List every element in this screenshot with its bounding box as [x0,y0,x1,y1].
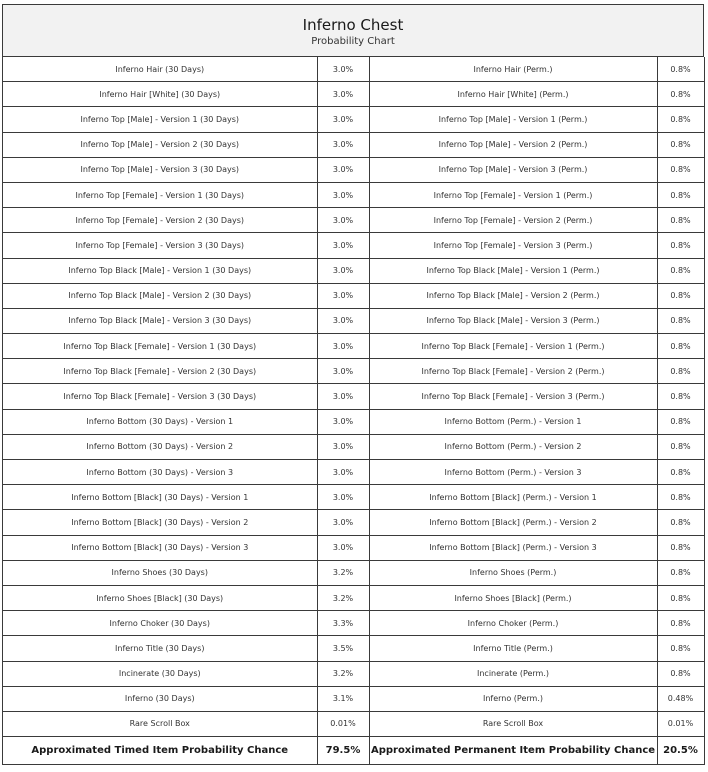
timed-item-chance: 3.0% [317,57,369,82]
timed-item-name: Inferno Top Black [Male] - Version 2 (30 Days) [3,283,317,308]
perm-item-chance: 0.8% [657,258,704,283]
timed-item-name: Inferno Shoes [Black] (30 Days) [3,585,317,610]
timed-item-name: Inferno Top Black [Female] - Version 1 (30 Days) [3,334,317,359]
perm-item-chance: 0.8% [657,485,704,510]
timed-item-chance: 3.0% [317,82,369,107]
table-row [3,460,704,485]
timed-item-chance: 3.0% [317,258,369,283]
perm-item-chance: 0.8% [657,157,704,182]
timed-item-chance: 3.0% [317,510,369,535]
perm-item-name: Inferno Top [Male] - Version 3 (Perm.) [369,157,657,182]
timed-item-chance: 3.0% [317,535,369,560]
perm-item-chance: 0.8% [657,636,704,661]
perm-item-chance: 0.8% [657,560,704,585]
perm-item-name: Inferno Bottom [Black] (Perm.) - Version 1 [369,485,657,510]
timed-item-name: Inferno Top [Female] - Version 3 (30 Days) [3,233,317,258]
timed-item-name: Inferno Top [Male] - Version 2 (30 Days) [3,132,317,157]
table-row [3,132,704,157]
table-row [3,334,704,359]
table-row [3,283,704,308]
perm-item-chance: 0.48% [657,686,704,711]
perm-item-name: Incinerate (Perm.) [369,661,657,686]
timed-item-name: Inferno Shoes (30 Days) [3,560,317,585]
perm-item-name: Inferno Top [Male] - Version 2 (Perm.) [369,132,657,157]
timed-item-name: Inferno Top Black [Female] - Version 2 (30 Days) [3,359,317,384]
perm-item-name: Inferno Bottom (Perm.) - Version 1 [369,409,657,434]
perm-item-name: Inferno Bottom (Perm.) - Version 3 [369,460,657,485]
timed-item-name: Inferno Choker (30 Days) [3,611,317,636]
timed-item-chance: 3.0% [317,409,369,434]
probability-table [3,57,705,765]
perm-item-name: Inferno Title (Perm.) [369,636,657,661]
perm-item-name: Inferno Bottom [Black] (Perm.) - Version 3 [369,535,657,560]
table-row [3,711,704,736]
perm-item-chance: 0.8% [657,308,704,333]
table-row [3,585,704,610]
table-row [3,636,704,661]
perm-item-chance: 0.01% [657,711,704,736]
perm-item-chance: 0.8% [657,434,704,459]
probability-table-body [3,57,704,765]
perm-item-name: Inferno Bottom [Black] (Perm.) - Version 2 [369,510,657,535]
timed-item-name: Inferno Hair [White] (30 Days) [3,82,317,107]
timed-item-name: Incinerate (30 Days) [3,661,317,686]
perm-item-chance: 0.8% [657,57,704,82]
perm-item-name: Inferno Top Black [Male] - Version 1 (Perm.) [369,258,657,283]
perm-item-name: Inferno Top [Female] - Version 3 (Perm.) [369,233,657,258]
timed-item-chance: 3.0% [317,359,369,384]
perm-item-chance: 0.8% [657,334,704,359]
perm-item-name: Inferno Shoes (Perm.) [369,560,657,585]
table-row [3,535,704,560]
timed-item-chance: 3.0% [317,182,369,207]
timed-item-chance: 3.0% [317,233,369,258]
timed-item-chance: 3.2% [317,585,369,610]
timed-item-chance: 3.0% [317,334,369,359]
table-row [3,661,704,686]
perm-item-name: Inferno (Perm.) [369,686,657,711]
totals-row [3,737,704,765]
perm-item-name: Inferno Choker (Perm.) [369,611,657,636]
timed-item-chance: 3.0% [317,434,369,459]
table-row [3,157,704,182]
timed-item-name: Inferno Bottom [Black] (30 Days) - Version 3 [3,535,317,560]
timed-item-name: Inferno (30 Days) [3,686,317,711]
perm-item-chance: 0.8% [657,208,704,233]
perm-item-chance: 0.8% [657,611,704,636]
timed-item-chance: 3.0% [317,460,369,485]
perm-item-name: Inferno Hair [White] (Perm.) [369,82,657,107]
perm-item-name: Inferno Top Black [Male] - Version 3 (Perm.) [369,308,657,333]
perm-item-name: Inferno Bottom (Perm.) - Version 2 [369,434,657,459]
table-row [3,57,704,82]
sheet-subtitle: Probability Chart [311,36,395,47]
timed-item-chance: 3.5% [317,636,369,661]
timed-item-name: Inferno Bottom [Black] (30 Days) - Version 1 [3,485,317,510]
table-row [3,258,704,283]
perm-item-name: Inferno Top Black [Female] - Version 1 (Perm.) [369,334,657,359]
timed-item-name: Inferno Top [Male] - Version 3 (30 Days) [3,157,317,182]
timed-item-chance: 3.2% [317,661,369,686]
timed-item-name: Inferno Top [Male] - Version 1 (30 Days) [3,107,317,132]
table-row [3,359,704,384]
perm-item-chance: 0.8% [657,182,704,207]
table-row [3,434,704,459]
perm-total-label: Approximated Permanent Item Probability Chance [369,737,657,765]
perm-item-chance: 0.8% [657,409,704,434]
table-row [3,485,704,510]
table-row [3,182,704,207]
table-row [3,107,704,132]
table-row [3,384,704,409]
perm-item-chance: 0.8% [657,535,704,560]
perm-item-name: Inferno Top Black [Female] - Version 3 (Perm.) [369,384,657,409]
timed-item-chance: 3.0% [317,157,369,182]
perm-item-chance: 0.8% [657,132,704,157]
timed-item-name: Inferno Top Black [Male] - Version 1 (30 Days) [3,258,317,283]
timed-item-chance: 3.0% [317,208,369,233]
perm-item-chance: 0.8% [657,384,704,409]
perm-item-name: Inferno Top [Male] - Version 1 (Perm.) [369,107,657,132]
perm-item-chance: 0.8% [657,283,704,308]
timed-item-chance: 3.2% [317,560,369,585]
timed-total-label: Approximated Timed Item Probability Chance [3,737,317,765]
table-row [3,308,704,333]
perm-item-chance: 0.8% [657,460,704,485]
table-row [3,510,704,535]
timed-item-chance: 3.0% [317,384,369,409]
timed-item-name: Inferno Bottom [Black] (30 Days) - Version 2 [3,510,317,535]
perm-item-name: Inferno Shoes [Black] (Perm.) [369,585,657,610]
timed-item-chance: 3.0% [317,283,369,308]
perm-item-name: Inferno Top [Female] - Version 1 (Perm.) [369,182,657,207]
timed-item-chance: 3.3% [317,611,369,636]
timed-item-chance: 3.0% [317,132,369,157]
timed-item-chance: 0.01% [317,711,369,736]
timed-total-value: 79.5% [317,737,369,765]
probability-sheet [2,4,704,765]
perm-item-name: Inferno Top [Female] - Version 2 (Perm.) [369,208,657,233]
table-row [3,560,704,585]
timed-item-chance: 3.0% [317,107,369,132]
table-row [3,611,704,636]
perm-total-value: 20.5% [657,737,704,765]
perm-item-name: Inferno Top Black [Male] - Version 2 (Perm.) [369,283,657,308]
sheet-header [3,5,704,57]
perm-item-chance: 0.8% [657,82,704,107]
perm-item-chance: 0.8% [657,107,704,132]
perm-item-chance: 0.8% [657,585,704,610]
timed-item-name: Inferno Top [Female] - Version 2 (30 Days) [3,208,317,233]
timed-item-name: Inferno Top [Female] - Version 1 (30 Days) [3,182,317,207]
timed-item-name: Inferno Bottom (30 Days) - Version 3 [3,460,317,485]
perm-item-chance: 0.8% [657,510,704,535]
timed-item-name: Inferno Bottom (30 Days) - Version 1 [3,409,317,434]
timed-item-name: Inferno Title (30 Days) [3,636,317,661]
timed-item-chance: 3.1% [317,686,369,711]
timed-item-name: Rare Scroll Box [3,711,317,736]
sheet-title: Inferno Chest [302,16,404,34]
table-row [3,82,704,107]
table-row [3,208,704,233]
perm-item-chance: 0.8% [657,233,704,258]
timed-item-name: Inferno Bottom (30 Days) - Version 2 [3,434,317,459]
table-row [3,409,704,434]
perm-item-name: Rare Scroll Box [369,711,657,736]
perm-item-chance: 0.8% [657,359,704,384]
timed-item-name: Inferno Top Black [Male] - Version 3 (30 Days) [3,308,317,333]
timed-item-name: Inferno Hair (30 Days) [3,57,317,82]
perm-item-name: Inferno Top Black [Female] - Version 2 (Perm.) [369,359,657,384]
timed-item-name: Inferno Top Black [Female] - Version 3 (30 Days) [3,384,317,409]
table-row [3,686,704,711]
perm-item-name: Inferno Hair (Perm.) [369,57,657,82]
table-row [3,233,704,258]
timed-item-chance: 3.0% [317,308,369,333]
perm-item-chance: 0.8% [657,661,704,686]
timed-item-chance: 3.0% [317,485,369,510]
